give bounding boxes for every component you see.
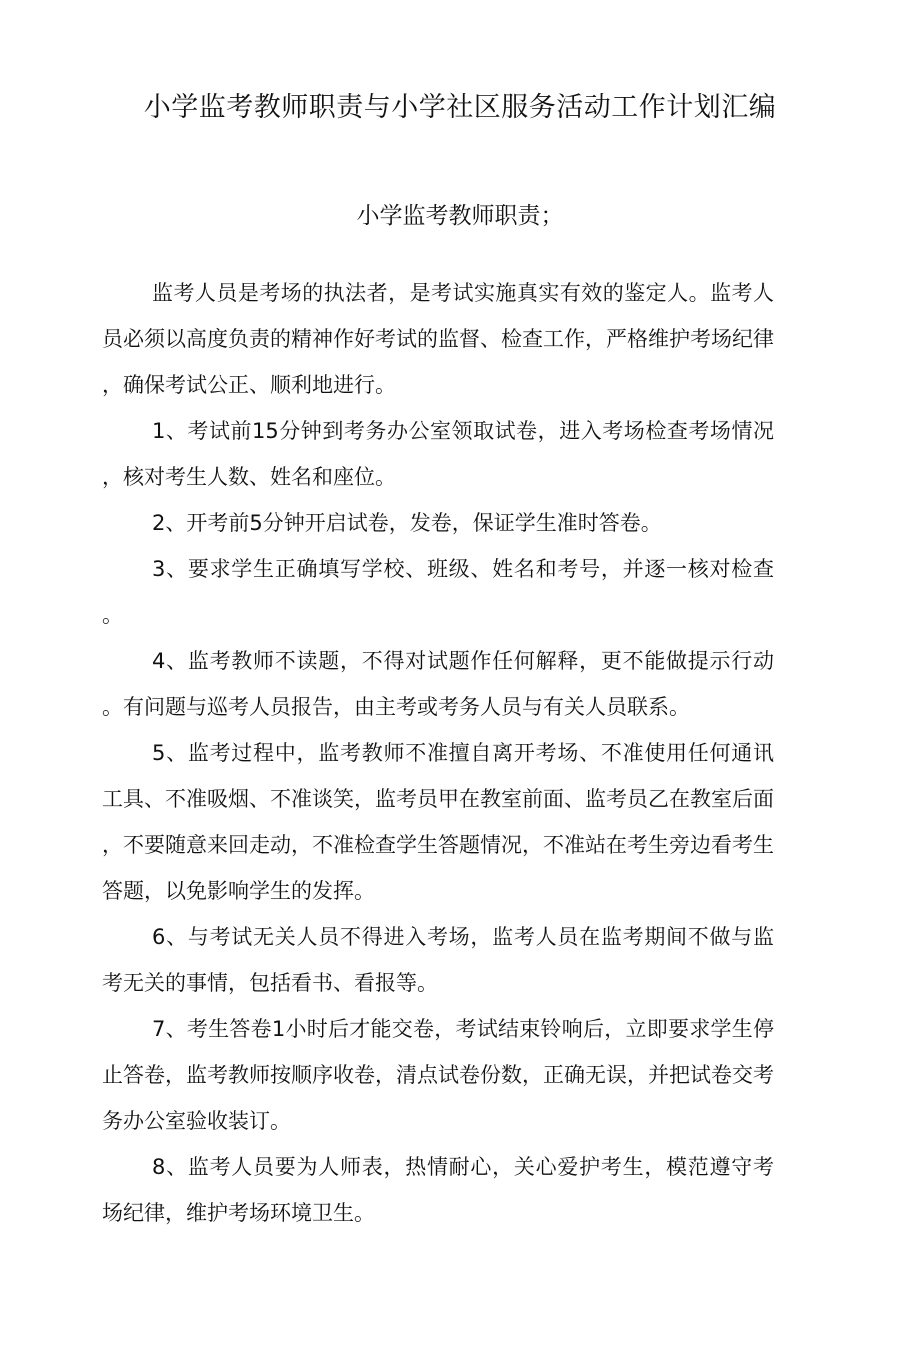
document-body: [102, 270, 774, 1236]
duty-item-3: 3、要求学生正确填写学校、班级、姓名和考号，并逐一核对检查。: [102, 557, 774, 627]
duty-item-5: 5、监考过程中，监考教师不准擅自离开考场、不准使用任何通讯工具、不准吸烟、不准谈笑，监考员甲在教室前面、监考员乙在教室后面，不要随意来回走动，不准检查学生答题情况，不准站在考生旁边看考生答题，以免影响学生的发挥。: [102, 741, 774, 903]
duty-item-7: 7、考生答卷1小时后才能交卷，考试结束铃响后，立即要求学生停止答卷，监考教师按顺序收卷，清点试卷份数，正确无误，并把试卷交考务办公室验收装订。: [102, 1017, 774, 1133]
document-title: 小学监考教师职责与小学社区服务活动工作计划汇编: [143, 92, 777, 123]
duty-item-2: 2、开考前5分钟开启试卷，发卷，保证学生准时答卷。: [152, 511, 662, 535]
intro-paragraph: 监考人员是考场的执法者，是考试实施真实有效的鉴定人。监考人员必须以高度负责的精神作好考试的监督、检查工作，严格维护考场纪律，确保考试公正、顺利地进行。: [102, 281, 774, 397]
duty-item-6: 6、与考试无关人员不得进入考场，监考人员在监考期间不做与监考无关的事情，包括看书、看报等。: [102, 925, 774, 995]
duty-item-4: 4、监考教师不读题，不得对试题作任何解释，更不能做提示行动。有问题与巡考人员报告，由主考或考务人员与有关人员联系。: [102, 649, 774, 719]
duty-item-8: 8、监考人员要为人师表，热情耐心，关心爱护考生，模范遵守考场纪律，维护考场环境卫生。: [102, 1155, 774, 1225]
duty-item-1: 1、考试前15分钟到考务办公室领取试卷，进入考场检查考场情况，核对考生人数、姓名和座位。: [102, 419, 774, 489]
section-title: 小学监考教师职责；: [356, 203, 564, 229]
